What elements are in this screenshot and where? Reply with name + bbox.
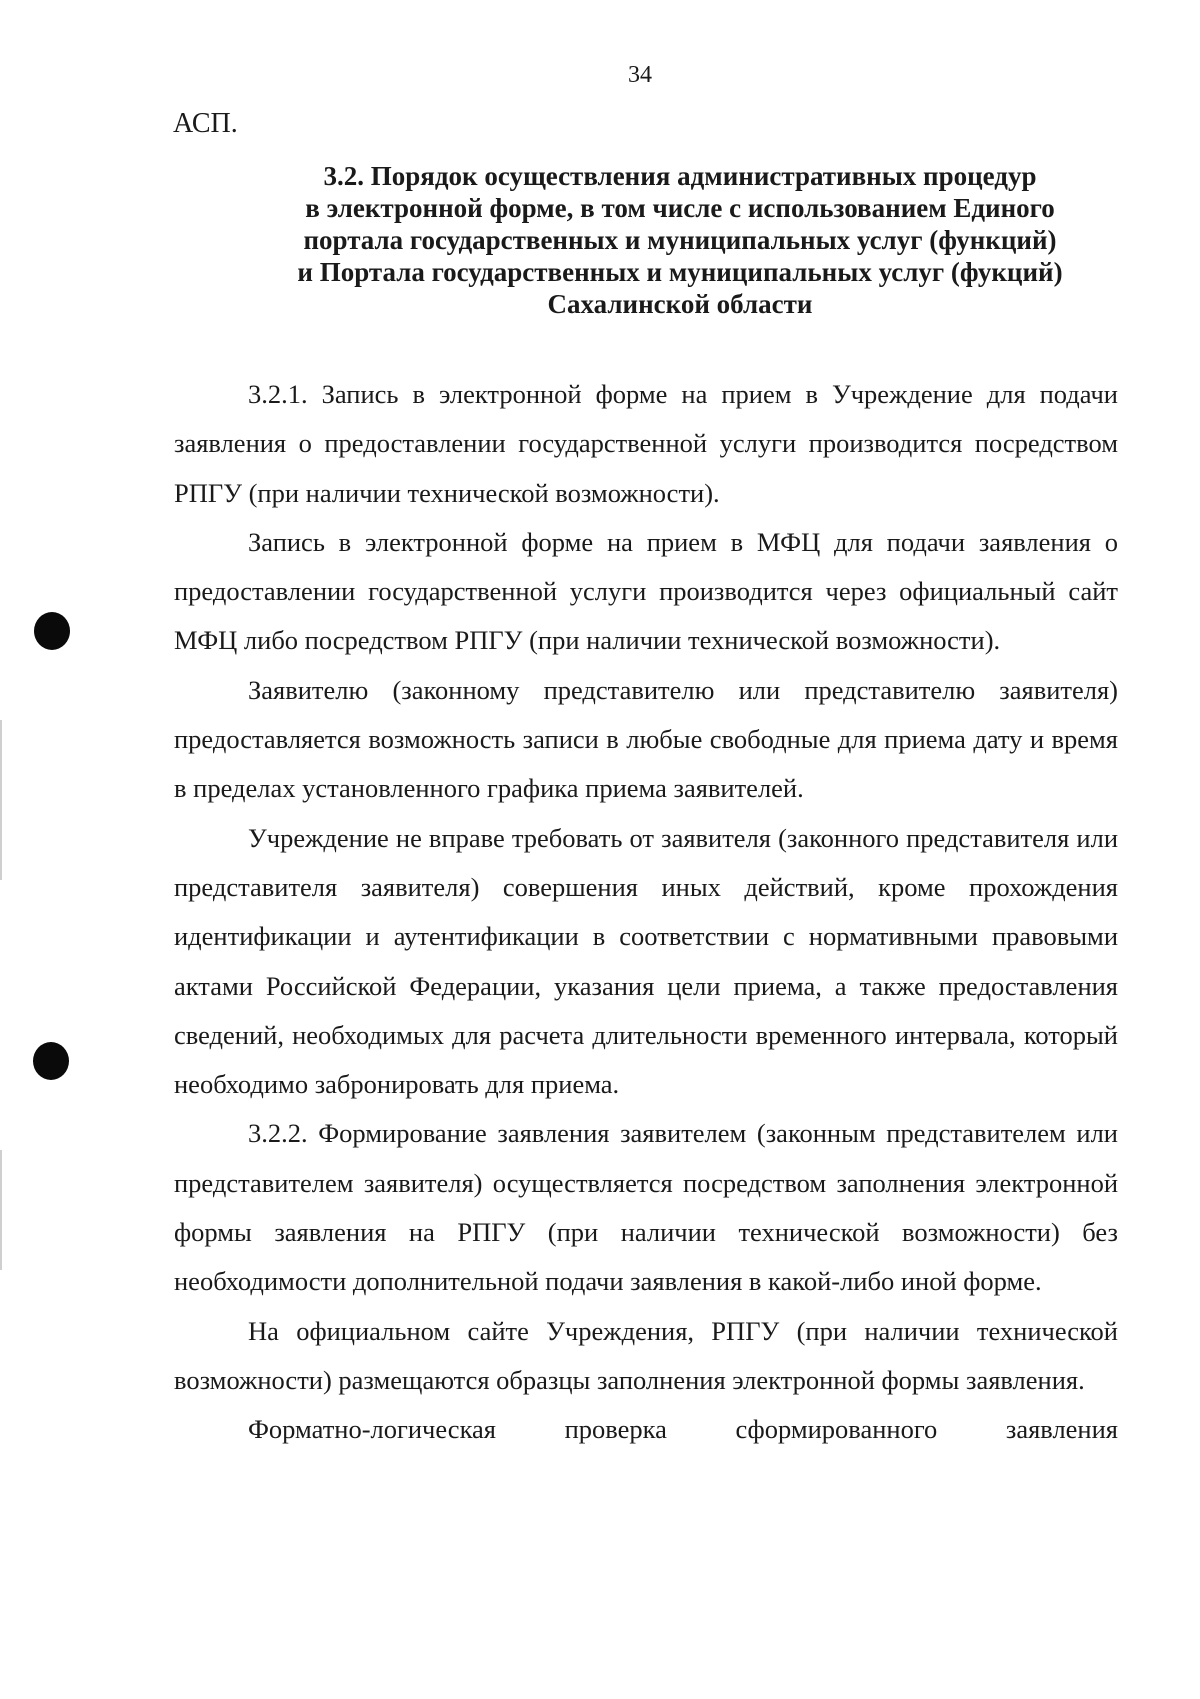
page-number: 34: [628, 62, 652, 88]
paragraph-official-site-samples: На официальном сайте Учреждения, РПГУ (при наличии технической возможности) размещаются образцы заполнения электронной формы заявления.: [174, 1315, 1118, 1395]
heading-line: и Портала государственных и муниципальных услуг (фукций): [297, 257, 1063, 287]
section-body: [174, 370, 1118, 1455]
paragraph-mfc-record: Запись в электронной форме на прием в МФЦ для подачи заявления о предоставлении государственной услуги производится через официальный сайт МФЦ либо посредством РПГУ (при наличии технической возможности).: [174, 526, 1118, 656]
paragraph-applicant-options: Заявителю (законному представителю или представителю заявителя) предоставляется возможность записи в любые свободные для приема дату и время в пределах установленного графика приема заявителей.: [174, 674, 1118, 804]
paragraph-format-check: Форматно-логическая проверка сформированного заявления: [248, 1414, 1118, 1445]
heading-line: 3.2. Порядок осуществления административных процедур: [323, 161, 1037, 191]
section-heading: [250, 160, 1110, 320]
heading-line: портала государственных и муниципальных услуг (функций): [303, 225, 1057, 255]
heading-line: в электронной форме, в том числе с использованием Единого: [305, 193, 1055, 223]
punch-hole-mark: [33, 1042, 69, 1080]
paragraph-institution-restrictions: Учреждение не вправе требовать от заявителя (законного представителя или представителя заявителя) совершения иных действий, кроме прохождения идентификации и аутентификации в соответствии с нормативными правовыми актами Российской Федерации, указания цели приема, а также предоставления сведений, необходимых для расчета длительности временного интервала, который необходимо забронировать для приема.: [174, 822, 1118, 1100]
paragraph-3-2-2: 3.2.2. Формирование заявления заявителем (законным представителем или представителем заявителя) осуществляется посредством заполнения электронной формы заявления на РПГУ (при наличии технической возможности) без необходимости дополнительной подачи заявления в какой-либо иной форме.: [174, 1118, 1118, 1297]
scan-edge-speck: [0, 1150, 2, 1270]
previous-section-tail: АСП.: [173, 108, 238, 139]
punch-hole-mark: [34, 612, 70, 650]
scan-edge-speck: [0, 720, 2, 880]
heading-line: Сахалинской области: [547, 289, 813, 319]
paragraph-3-2-1: 3.2.1. Запись в электронной форме на прием в Учреждение для подачи заявления о предоставлении государственной услуги производится посредством РПГУ (при наличии технической возможности).: [174, 379, 1118, 508]
